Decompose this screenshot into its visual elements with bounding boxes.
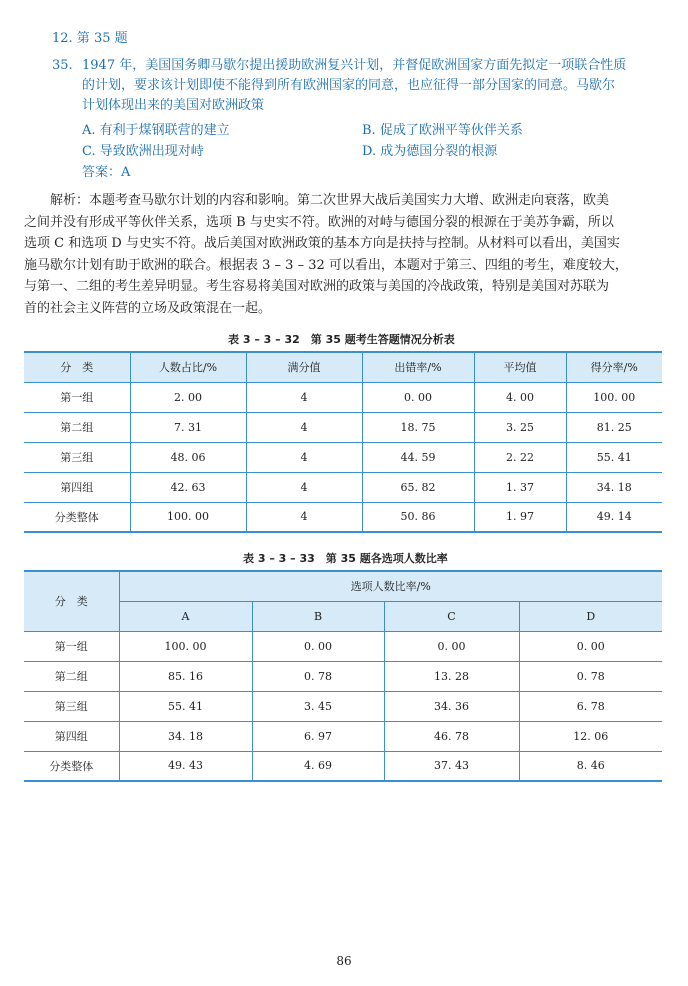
option-d: D. 成为德国分裂的根源 — [362, 144, 498, 159]
table-cell: 2. 22 — [474, 442, 566, 472]
table-row — [24, 382, 662, 412]
table-row — [24, 751, 662, 781]
option-c: C. 导致欧洲出现对峙 — [82, 144, 204, 159]
table1-header-cell: 满分值 — [246, 352, 362, 382]
table-row — [24, 442, 662, 472]
table-cell: 34. 36 — [384, 691, 519, 721]
table1-header-cell: 平均值 — [474, 352, 566, 382]
table-cell: 13. 28 — [384, 661, 519, 691]
table-cell: 第四组 — [24, 472, 130, 502]
table-row — [24, 661, 662, 691]
table-cell: 50. 86 — [362, 502, 474, 532]
table-cell: 2. 00 — [130, 382, 246, 412]
table2-header-option: B — [252, 601, 384, 631]
table1-header-cell: 人数占比/% — [130, 352, 246, 382]
table-row — [24, 631, 662, 661]
answer: 答案：A — [82, 165, 131, 180]
table-cell: 4 — [246, 412, 362, 442]
table-cell: 4 — [246, 382, 362, 412]
question-stem — [82, 56, 670, 116]
analysis-line: 解析：本题考查马歇尔计划的内容和影响。第二次世界大战后美国实力大增、欧洲走向衰落，欧美 — [24, 193, 610, 208]
table-cell: 4. 69 — [252, 751, 384, 781]
table1-caption: 表 3 – 3 – 32 第 35 题考生答题情况分析表 — [228, 333, 455, 346]
table-cell: 81. 25 — [566, 412, 662, 442]
table-cell: 分类整体 — [24, 502, 130, 532]
table-cell: 3. 25 — [474, 412, 566, 442]
table-cell: 34. 18 — [566, 472, 662, 502]
section-heading: 12. 第 35 题 — [52, 31, 128, 46]
table-cell: 7. 31 — [130, 412, 246, 442]
table-row — [24, 472, 662, 502]
question-stem-line: 1947 年，美国国务卿马歇尔提出援助欧洲复兴计划，并督促欧洲国家方面先拟定一项联合性质 — [82, 58, 627, 73]
table-cell: 分类整体 — [24, 751, 119, 781]
table-cell: 第二组 — [24, 412, 130, 442]
analysis-line: 选项 C 和选项 D 与史实不符。战后美国对欧洲政策的基本方向是扶持与控制。从材料可以看出，美国实 — [24, 236, 620, 251]
table-cell: 4 — [246, 502, 362, 532]
analysis-line: 施马歇尔计划有助于欧洲的联合。根据表 3 – 3 – 32 可以看出，本题对于第三、四组的考生，难度较大， — [24, 257, 628, 273]
table-cell: 第四组 — [24, 721, 119, 751]
table-cell: 4 — [246, 472, 362, 502]
table-cell: 0. 00 — [362, 382, 474, 412]
table-cell: 第一组 — [24, 631, 119, 661]
table-cell: 42. 63 — [130, 472, 246, 502]
answer-analysis-table — [24, 351, 662, 533]
table-cell: 3. 45 — [252, 691, 384, 721]
table-cell: 37. 43 — [384, 751, 519, 781]
table-cell: 46. 78 — [384, 721, 519, 751]
table-cell: 49. 14 — [566, 502, 662, 532]
table-cell: 0. 00 — [519, 631, 662, 661]
table2-header-option: D — [519, 601, 662, 631]
analysis-line: 首的社会主义阵营的立场及政策混在一起。 — [24, 300, 272, 316]
table-cell: 0. 78 — [252, 661, 384, 691]
table-row — [24, 691, 662, 721]
table-cell: 49. 43 — [119, 751, 252, 781]
question-number: 35. — [52, 58, 73, 73]
option-a: A. 有利于煤钢联营的建立 — [82, 123, 230, 138]
table2-caption: 表 3 – 3 – 33 第 35 题各选项人数比率 — [243, 552, 448, 565]
analysis-line: 与第一、二组的考生差异明显。考生容易将美国对欧洲的政策与美国的冷战政策，特别是美国对苏联为 — [24, 279, 610, 294]
table1-header-cell: 得分率/% — [566, 352, 662, 382]
table-cell: 85. 16 — [119, 661, 252, 691]
table-cell: 0. 78 — [519, 661, 662, 691]
table2-header-category: 分 类 — [24, 571, 119, 631]
table2-header-option: A — [119, 601, 252, 631]
option-ratio-table — [24, 570, 662, 782]
question-stem-line: 计划体现出来的美国对欧洲政策 — [82, 98, 265, 113]
analysis-paragraph — [24, 190, 666, 319]
page-number: 86 — [336, 954, 352, 968]
table-cell: 18. 75 — [362, 412, 474, 442]
table1-header-cell: 分 类 — [24, 352, 130, 382]
table-cell: 第三组 — [24, 691, 119, 721]
table-row — [24, 721, 662, 751]
table-cell: 100. 00 — [130, 502, 246, 532]
table-row — [24, 502, 662, 532]
table-cell: 55. 41 — [566, 442, 662, 472]
table-cell: 第二组 — [24, 661, 119, 691]
table2-header-group: 选项人数比率/% — [119, 571, 662, 601]
table-cell: 100. 00 — [566, 382, 662, 412]
table-cell: 12. 06 — [519, 721, 662, 751]
table-cell: 55. 41 — [119, 691, 252, 721]
table-cell: 48. 06 — [130, 442, 246, 472]
table-cell: 8. 46 — [519, 751, 662, 781]
table-cell: 1. 97 — [474, 502, 566, 532]
table-cell: 4 — [246, 442, 362, 472]
table1-header-cell: 出错率/% — [362, 352, 474, 382]
analysis-line: 之间并没有形成平等伙伴关系，选项 B 与史实不符。欧洲的对峙与德国分裂的根源在于美苏争霸，所以 — [24, 214, 614, 230]
table-cell: 第三组 — [24, 442, 130, 472]
table-cell: 6. 78 — [519, 691, 662, 721]
table-cell: 100. 00 — [119, 631, 252, 661]
table-cell: 6. 97 — [252, 721, 384, 751]
table2-header-option: C — [384, 601, 519, 631]
table-cell: 34. 18 — [119, 721, 252, 751]
table-cell: 65. 82 — [362, 472, 474, 502]
table-cell: 4. 00 — [474, 382, 566, 412]
question-stem-line: 的计划，要求该计划即使不能得到所有欧洲国家的同意，也应征得一部分国家的同意。马歇尔 — [82, 78, 616, 93]
option-b: B. 促成了欧洲平等伙伴关系 — [362, 123, 523, 138]
table-cell: 0. 00 — [384, 631, 519, 661]
table-row — [24, 412, 662, 442]
table-cell: 第一组 — [24, 382, 130, 412]
table-cell: 1. 37 — [474, 472, 566, 502]
table-cell: 0. 00 — [252, 631, 384, 661]
table-cell: 44. 59 — [362, 442, 474, 472]
